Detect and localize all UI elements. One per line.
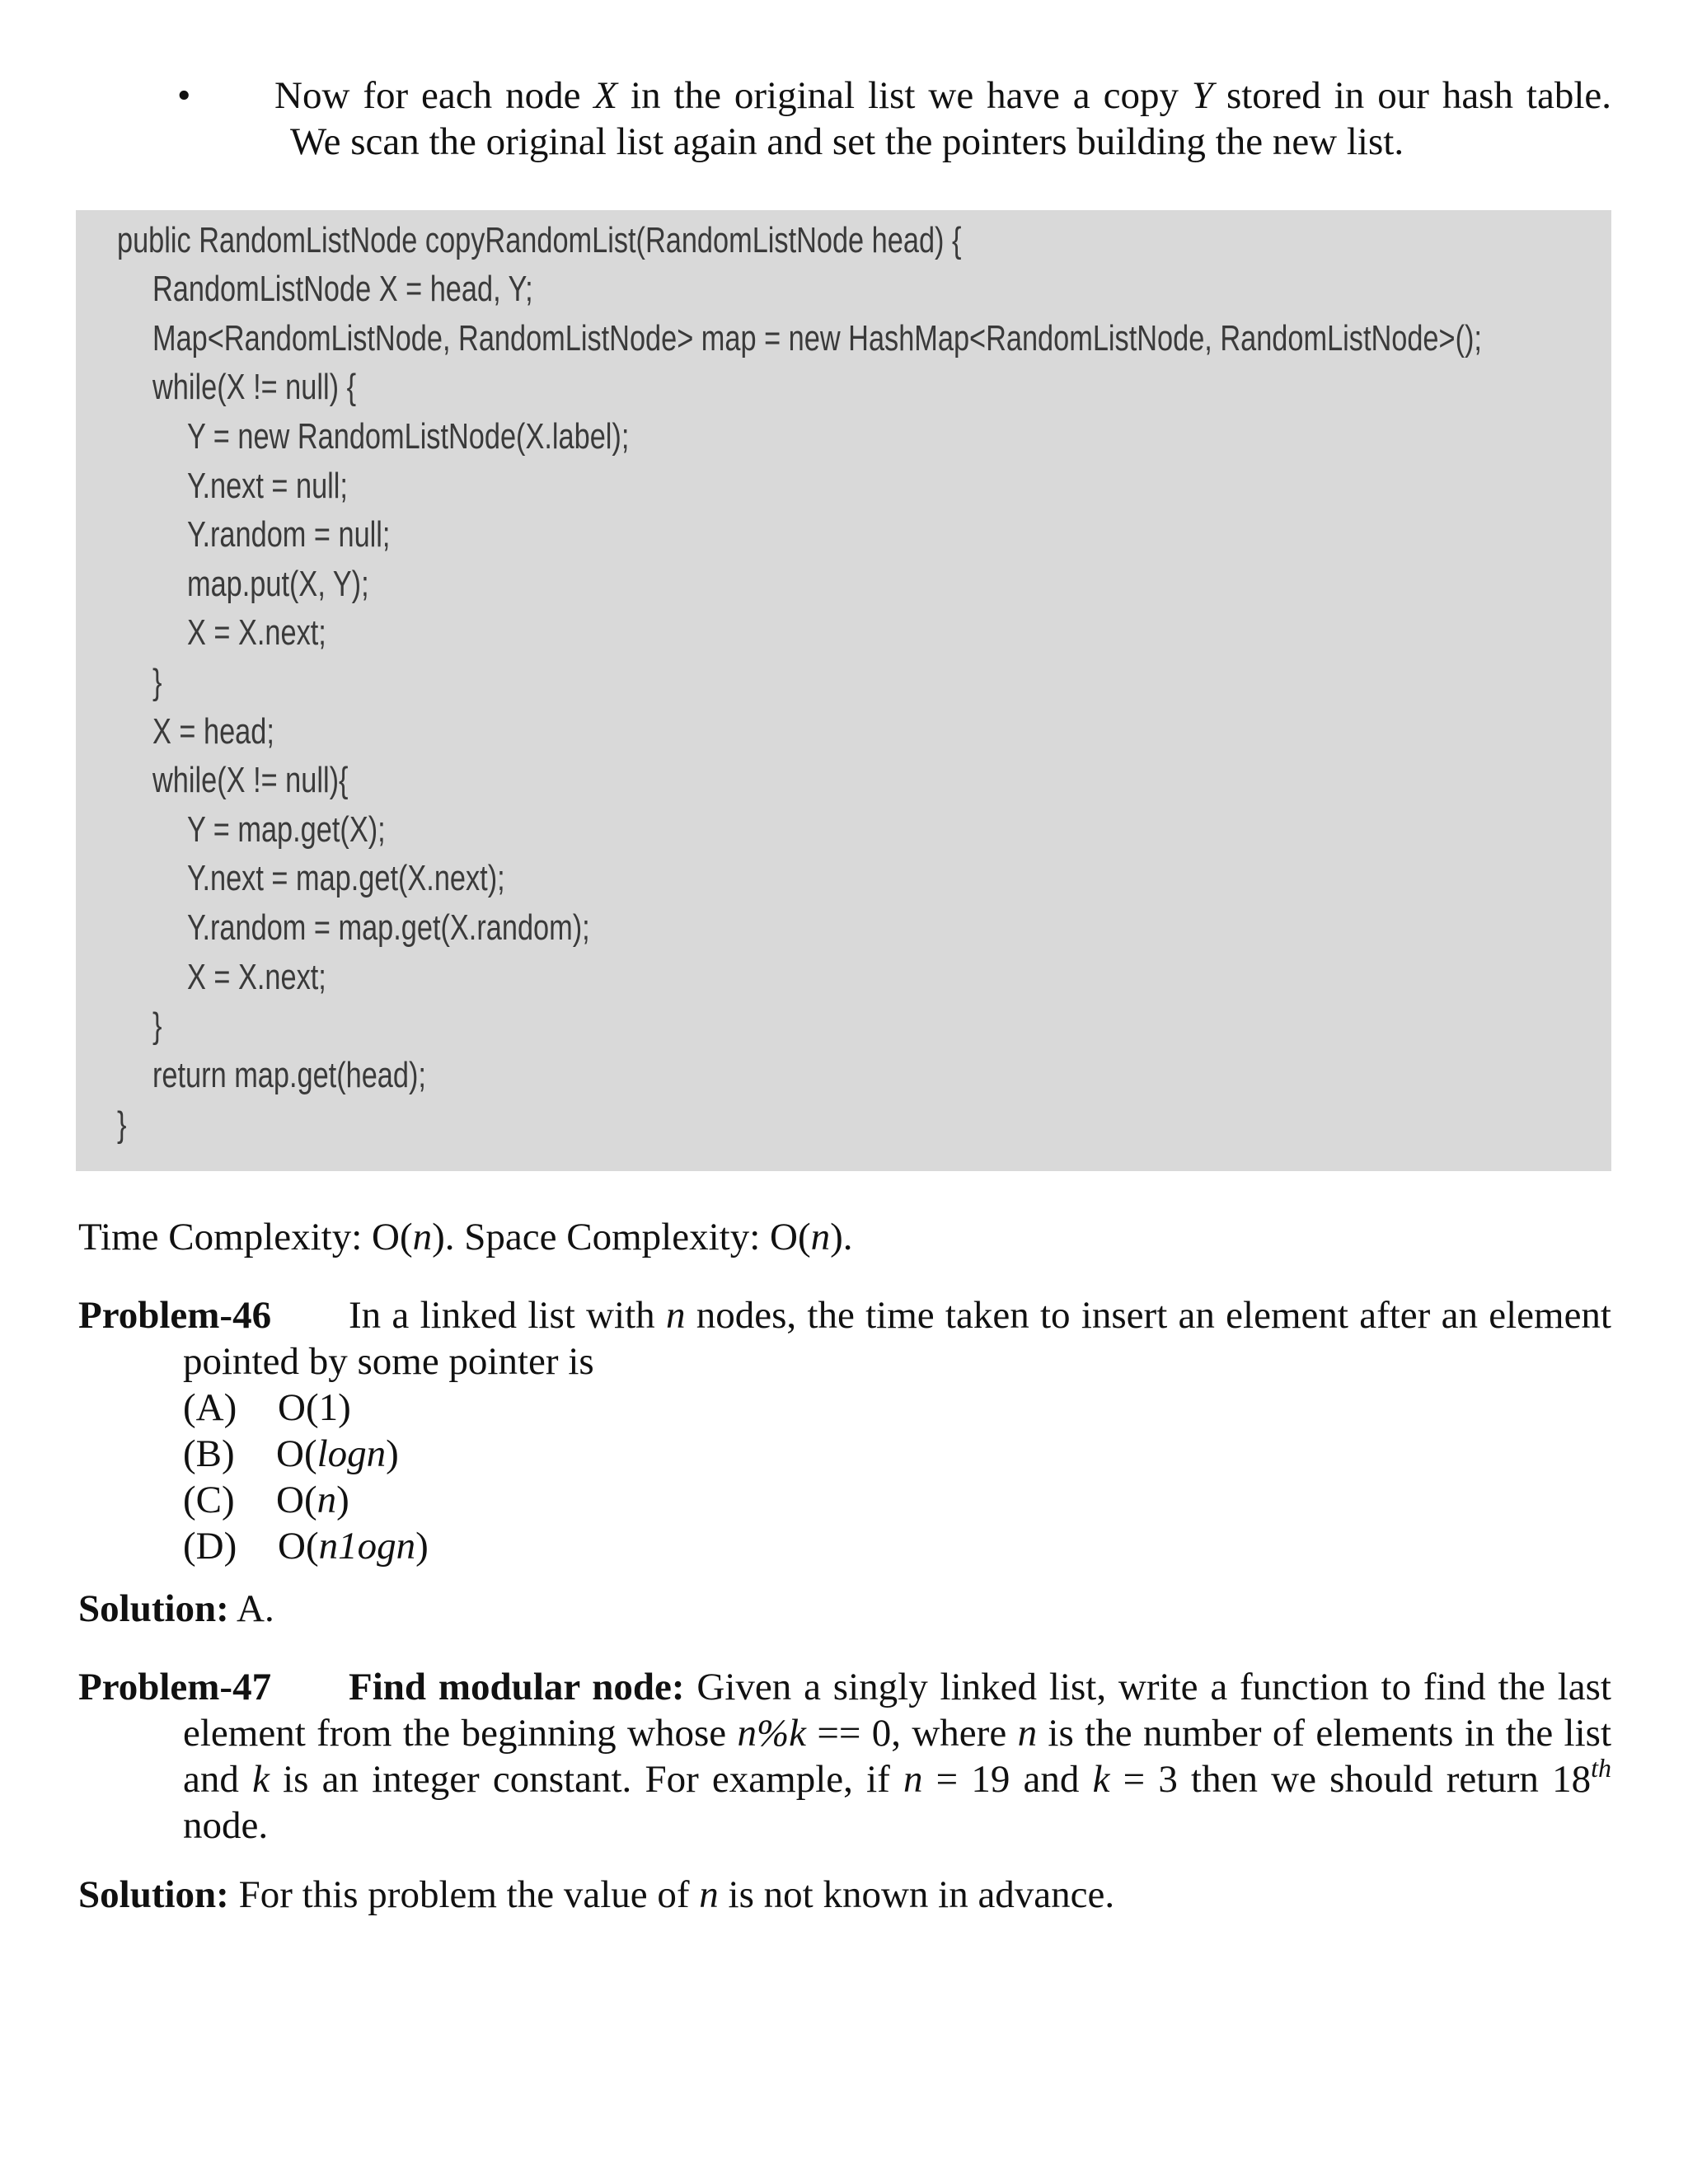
option-d: (D) O(n1ogn) — [183, 1525, 429, 1568]
code-line: while(X != null) { — [152, 367, 357, 407]
problem-47-label: Problem-47 — [78, 1666, 272, 1708]
problem-46-label: Problem-46 — [78, 1294, 272, 1337]
code-line: return map.get(head); — [152, 1055, 426, 1095]
code-line: while(X != null){ — [152, 760, 349, 800]
code-line: } — [152, 1005, 162, 1046]
problem-46-line-2: pointed by some pointer is — [183, 1340, 594, 1383]
code-line: Y.next = null; — [187, 466, 348, 506]
code-line: Y.next = map.get(X.next); — [187, 858, 505, 898]
option-a: (A) O(1) — [183, 1386, 351, 1429]
code-line: } — [152, 662, 162, 702]
code-line: X = X.next; — [187, 612, 326, 653]
code-line: RandomListNode X = head, Y; — [152, 269, 533, 309]
code-line: } — [117, 1104, 127, 1145]
code-line: X = head; — [152, 711, 274, 752]
code-line: Y.random = null; — [187, 514, 391, 555]
bullet-symbol: • — [177, 74, 191, 117]
code-line: Y = new RandomListNode(X.label); — [187, 416, 630, 457]
code-listing — [76, 210, 1611, 1171]
option-c: (C) O(n) — [183, 1479, 349, 1521]
solution-47: Solution: For this problem the value of n is not known in advance. — [78, 1873, 1115, 1916]
complexity-line: Time Complexity: O(n). Space Complexity: O(n). — [78, 1216, 853, 1258]
solution-46: Solution: A. — [78, 1587, 274, 1630]
code-line: Y.random = map.get(X.random); — [187, 907, 590, 948]
code-line: map.put(X, Y); — [187, 564, 369, 604]
problem-47-line-2: element from the beginning whose n%k == 0, where n is the number of elements in the list — [183, 1712, 1612, 1755]
problem-46-line-1: In a linked list with n nodes, the time taken to insert an element after an element — [349, 1294, 1611, 1337]
code-line: public RandomListNode copyRandomList(RandomListNode head) { — [117, 220, 962, 260]
bullet-line-2: We scan the original list again and set the pointers building the new list. — [290, 120, 1404, 163]
problem-47-line-1: Find modular node: Given a singly linked list, write a function to find the last — [349, 1666, 1611, 1708]
problem-47-line-3: and k is an integer constant. For example, if n = 19 and k = 3 then we should return 18th — [183, 1753, 1611, 1801]
option-b: (B) O(logn) — [183, 1432, 399, 1475]
code-line: Map<RandomListNode, RandomListNode> map = new HashMap<RandomListNode, RandomListNode>(); — [152, 318, 1482, 359]
code-line: Y = map.get(X); — [187, 809, 386, 850]
problem-47-line-4: node. — [183, 1804, 269, 1847]
code-line: X = X.next; — [187, 957, 326, 997]
bullet-line-1: Now for each node X in the original list we have a copy Y stored in our hash table. — [274, 74, 1611, 117]
